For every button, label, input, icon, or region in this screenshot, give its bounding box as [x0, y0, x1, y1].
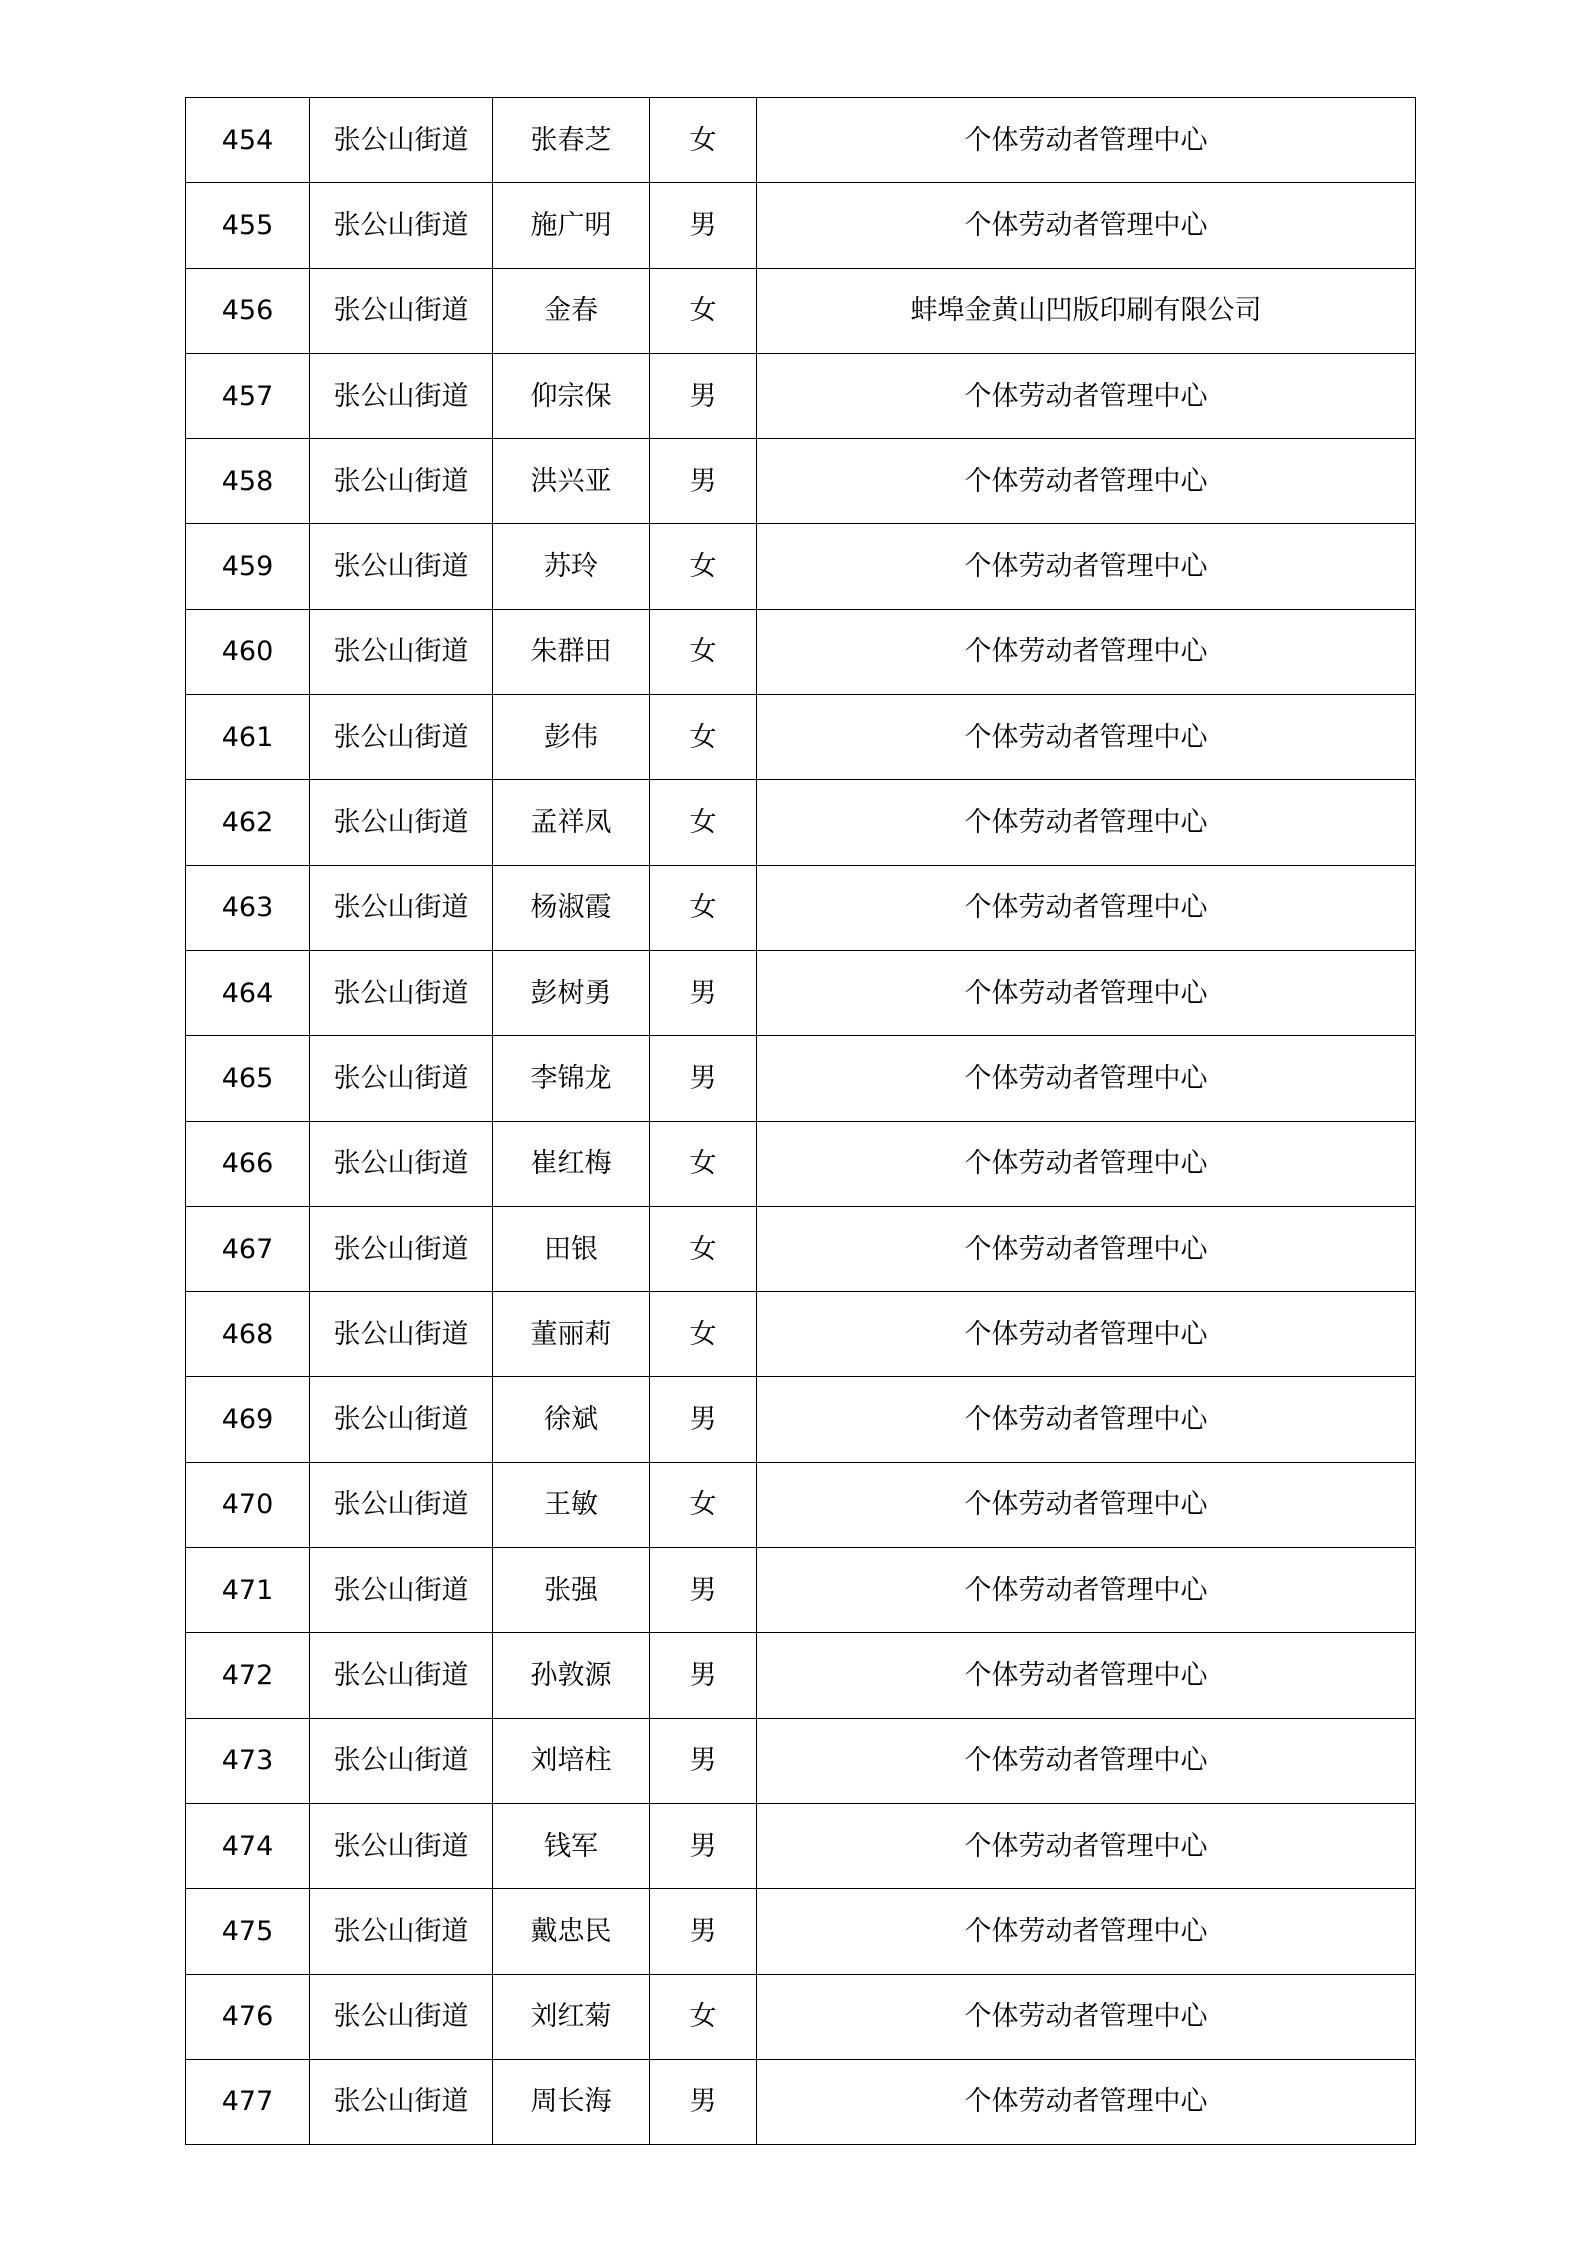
street-cell: 张公山街道: [310, 524, 493, 609]
table-row: [186, 98, 1416, 183]
work-unit-cell: 个体劳动者管理中心: [757, 1633, 1416, 1718]
gender-cell: 女: [650, 1974, 757, 2059]
person-name-cell: 刘红菊: [493, 1974, 650, 2059]
person-name-cell: 戴忠民: [493, 1889, 650, 1974]
street-cell: 张公山街道: [310, 1548, 493, 1633]
row-number-cell: 471: [186, 1548, 310, 1633]
gender-cell: 女: [650, 1206, 757, 1291]
person-name-cell: 崔红梅: [493, 1121, 650, 1206]
work-unit-cell: 个体劳动者管理中心: [757, 2059, 1416, 2144]
person-name-cell: 田银: [493, 1206, 650, 1291]
person-name-cell: 彭树勇: [493, 950, 650, 1035]
street-cell: 张公山街道: [310, 183, 493, 268]
person-name-cell: 张强: [493, 1548, 650, 1633]
work-unit-cell: 个体劳动者管理中心: [757, 1718, 1416, 1803]
work-unit-cell: 个体劳动者管理中心: [757, 780, 1416, 865]
street-cell: 张公山街道: [310, 98, 493, 183]
gender-cell: 男: [650, 183, 757, 268]
table-row: [186, 780, 1416, 865]
street-cell: 张公山街道: [310, 695, 493, 780]
gender-cell: 女: [650, 780, 757, 865]
street-cell: 张公山街道: [310, 268, 493, 353]
gender-cell: 女: [650, 1292, 757, 1377]
row-number-cell: 458: [186, 439, 310, 524]
gender-cell: 男: [650, 1633, 757, 1718]
gender-cell: 女: [650, 1462, 757, 1547]
gender-cell: 男: [650, 1036, 757, 1121]
gender-cell: 女: [650, 1121, 757, 1206]
table-row: [186, 2059, 1416, 2144]
row-number-cell: 468: [186, 1292, 310, 1377]
street-cell: 张公山街道: [310, 1292, 493, 1377]
person-name-cell: 张春芝: [493, 98, 650, 183]
row-number-cell: 459: [186, 524, 310, 609]
work-unit-cell: 个体劳动者管理中心: [757, 98, 1416, 183]
person-name-cell: 朱群田: [493, 609, 650, 694]
table-row: [186, 1292, 1416, 1377]
gender-cell: 男: [650, 1718, 757, 1803]
table-row: [186, 1548, 1416, 1633]
row-number-cell: 474: [186, 1803, 310, 1888]
row-number-cell: 475: [186, 1889, 310, 1974]
work-unit-cell: 个体劳动者管理中心: [757, 1889, 1416, 1974]
table-row: [186, 439, 1416, 524]
person-name-cell: 洪兴亚: [493, 439, 650, 524]
gender-cell: 男: [650, 1548, 757, 1633]
gender-cell: 男: [650, 439, 757, 524]
gender-cell: 男: [650, 1889, 757, 1974]
street-cell: 张公山街道: [310, 1036, 493, 1121]
street-cell: 张公山街道: [310, 950, 493, 1035]
street-cell: 张公山街道: [310, 1462, 493, 1547]
work-unit-cell: 个体劳动者管理中心: [757, 1462, 1416, 1547]
street-cell: 张公山街道: [310, 865, 493, 950]
row-number-cell: 466: [186, 1121, 310, 1206]
street-cell: 张公山街道: [310, 1121, 493, 1206]
street-cell: 张公山街道: [310, 1633, 493, 1718]
street-cell: 张公山街道: [310, 2059, 493, 2144]
gender-cell: 男: [650, 1803, 757, 1888]
person-name-cell: 徐斌: [493, 1377, 650, 1462]
street-cell: 张公山街道: [310, 1377, 493, 1462]
table-row: [186, 865, 1416, 950]
person-name-cell: 王敏: [493, 1462, 650, 1547]
work-unit-cell: 个体劳动者管理中心: [757, 1292, 1416, 1377]
work-unit-cell: 个体劳动者管理中心: [757, 353, 1416, 438]
person-name-cell: 彭伟: [493, 695, 650, 780]
roster-table-body: [186, 98, 1416, 2145]
work-unit-cell: 个体劳动者管理中心: [757, 524, 1416, 609]
work-unit-cell: 个体劳动者管理中心: [757, 1036, 1416, 1121]
gender-cell: 女: [650, 695, 757, 780]
gender-cell: 男: [650, 1377, 757, 1462]
row-number-cell: 461: [186, 695, 310, 780]
street-cell: 张公山街道: [310, 1974, 493, 2059]
table-row: [186, 1803, 1416, 1888]
person-name-cell: 刘培柱: [493, 1718, 650, 1803]
work-unit-cell: 个体劳动者管理中心: [757, 439, 1416, 524]
roster-table: [185, 97, 1416, 2145]
row-number-cell: 460: [186, 609, 310, 694]
gender-cell: 女: [650, 268, 757, 353]
work-unit-cell: 个体劳动者管理中心: [757, 609, 1416, 694]
table-row: [186, 1377, 1416, 1462]
gender-cell: 男: [650, 950, 757, 1035]
table-row: [186, 1036, 1416, 1121]
table-row: [186, 183, 1416, 268]
work-unit-cell: 个体劳动者管理中心: [757, 1548, 1416, 1633]
row-number-cell: 463: [186, 865, 310, 950]
row-number-cell: 469: [186, 1377, 310, 1462]
gender-cell: 女: [650, 524, 757, 609]
table-row: [186, 950, 1416, 1035]
person-name-cell: 金春: [493, 268, 650, 353]
row-number-cell: 455: [186, 183, 310, 268]
gender-cell: 女: [650, 865, 757, 950]
work-unit-cell: 个体劳动者管理中心: [757, 1121, 1416, 1206]
gender-cell: 女: [650, 98, 757, 183]
row-number-cell: 472: [186, 1633, 310, 1718]
person-name-cell: 孟祥凤: [493, 780, 650, 865]
table-row: [186, 1121, 1416, 1206]
work-unit-cell: 个体劳动者管理中心: [757, 1206, 1416, 1291]
person-name-cell: 李锦龙: [493, 1036, 650, 1121]
person-name-cell: 周长海: [493, 2059, 650, 2144]
row-number-cell: 467: [186, 1206, 310, 1291]
street-cell: 张公山街道: [310, 439, 493, 524]
street-cell: 张公山街道: [310, 1718, 493, 1803]
gender-cell: 男: [650, 353, 757, 438]
row-number-cell: 456: [186, 268, 310, 353]
row-number-cell: 476: [186, 1974, 310, 2059]
table-row: [186, 353, 1416, 438]
street-cell: 张公山街道: [310, 1889, 493, 1974]
row-number-cell: 473: [186, 1718, 310, 1803]
table-row: [186, 1974, 1416, 2059]
table-row: [186, 1206, 1416, 1291]
row-number-cell: 470: [186, 1462, 310, 1547]
person-name-cell: 董丽莉: [493, 1292, 650, 1377]
person-name-cell: 孙敦源: [493, 1633, 650, 1718]
row-number-cell: 454: [186, 98, 310, 183]
table-row: [186, 1462, 1416, 1547]
table-row: [186, 609, 1416, 694]
work-unit-cell: 个体劳动者管理中心: [757, 695, 1416, 780]
work-unit-cell: 个体劳动者管理中心: [757, 1377, 1416, 1462]
work-unit-cell: 个体劳动者管理中心: [757, 183, 1416, 268]
street-cell: 张公山街道: [310, 353, 493, 438]
person-name-cell: 仰宗保: [493, 353, 650, 438]
person-name-cell: 施广明: [493, 183, 650, 268]
work-unit-cell: 蚌埠金黄山凹版印刷有限公司: [757, 268, 1416, 353]
person-name-cell: 钱军: [493, 1803, 650, 1888]
person-name-cell: 苏玲: [493, 524, 650, 609]
row-number-cell: 464: [186, 950, 310, 1035]
row-number-cell: 465: [186, 1036, 310, 1121]
row-number-cell: 457: [186, 353, 310, 438]
person-name-cell: 杨淑霞: [493, 865, 650, 950]
table-row: [186, 1718, 1416, 1803]
street-cell: 张公山街道: [310, 780, 493, 865]
row-number-cell: 477: [186, 2059, 310, 2144]
row-number-cell: 462: [186, 780, 310, 865]
work-unit-cell: 个体劳动者管理中心: [757, 865, 1416, 950]
work-unit-cell: 个体劳动者管理中心: [757, 1803, 1416, 1888]
table-row: [186, 1633, 1416, 1718]
work-unit-cell: 个体劳动者管理中心: [757, 1974, 1416, 2059]
table-row: [186, 268, 1416, 353]
street-cell: 张公山街道: [310, 1206, 493, 1291]
table-row: [186, 1889, 1416, 1974]
street-cell: 张公山街道: [310, 609, 493, 694]
gender-cell: 男: [650, 2059, 757, 2144]
street-cell: 张公山街道: [310, 1803, 493, 1888]
table-row: [186, 524, 1416, 609]
work-unit-cell: 个体劳动者管理中心: [757, 950, 1416, 1035]
gender-cell: 女: [650, 609, 757, 694]
table-row: [186, 695, 1416, 780]
